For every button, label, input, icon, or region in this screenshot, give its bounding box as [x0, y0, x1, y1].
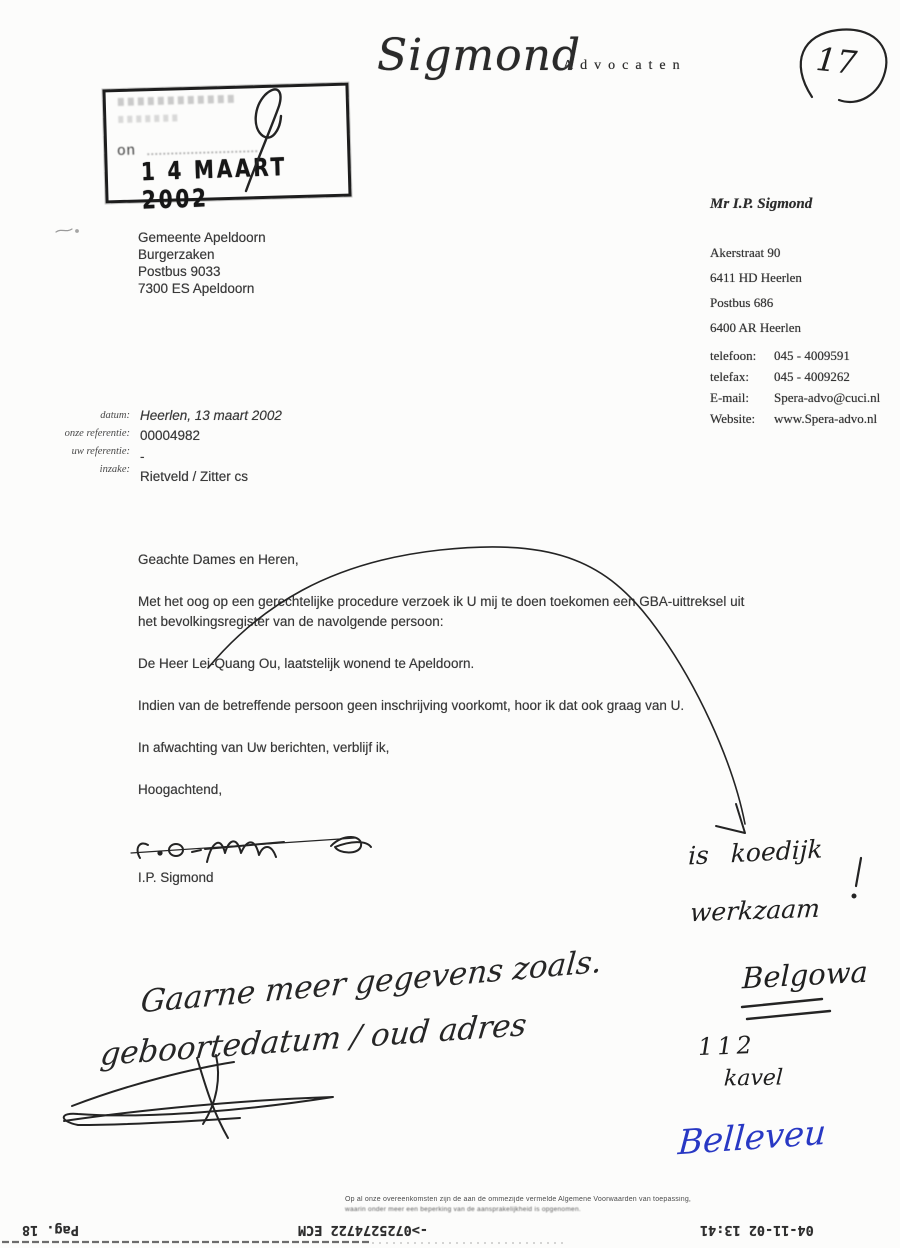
recipient-line: Burgerzaken	[138, 247, 215, 262]
sender-address-line: Postbus 686	[710, 295, 774, 310]
letter-body	[138, 550, 750, 822]
handwritten-request-line1: Gaarne meer gegevens zoals.	[139, 943, 604, 1021]
closing: Hoogachtend,	[138, 782, 223, 797]
body-paragraph: Indien van de betreffende persoon geen inschrijving voorkomt, hoor ik dat ook graag van U.	[138, 698, 685, 713]
reference-value-our-ref: 00004982	[140, 428, 201, 443]
firm-logo-suffix: Advocaten	[563, 58, 687, 73]
contact-row	[710, 387, 880, 408]
reference-labels	[10, 410, 130, 482]
handwritten-blue-note: Belleveu	[676, 1112, 828, 1164]
body-paragraph: Met het oog op een gerechtelijke procedure verzoek ik U mij te doen toekomen een GBA-uittreksel uit het bevolkingsregister van de navolgende persoon:	[138, 594, 745, 629]
signer-name: I.P. Sigmond	[138, 870, 214, 885]
contact-value: 045 - 4009591	[774, 348, 850, 363]
contact-label: E-mail:	[710, 390, 749, 405]
belgowa-underline-1	[742, 999, 822, 1007]
handwritten-request-line2: geboortedatum / oud adres	[98, 1006, 529, 1074]
contact-value: www.Spera-advo.nl	[774, 411, 878, 426]
reference-value-subject: Rietveld / Zitter cs	[140, 469, 249, 484]
contact-row	[710, 345, 880, 366]
belgowa-underline-2	[747, 1011, 830, 1019]
sender-address-line: 6411 HD Heerlen	[710, 270, 802, 285]
received-date-stamp	[102, 83, 351, 215]
sender-address-block	[710, 240, 802, 340]
salutation: Geachte Dames en Heren,	[138, 552, 299, 567]
fax-datetime: 04-11-02 13:41	[700, 1222, 814, 1238]
stamp-date: 1 4 MAART 2002	[140, 152, 288, 215]
reference-value-date: Heerlen, 13 maart 2002	[140, 408, 282, 423]
footer-disclaimer-line1: Op al onze overeenkomsten zijn de aan de ommezijde vermelde Algemene Voorwaarden van toepassing,	[345, 1196, 692, 1203]
sender-name: Mr I.P. Sigmond	[710, 196, 813, 212]
contact-label: telefax:	[710, 369, 749, 384]
stamp-partial-text: on	[116, 141, 137, 160]
handwritten-note-line1: is koedijk	[687, 834, 823, 871]
stamp-faint-line	[118, 114, 178, 123]
handwritten-page-number: 17	[814, 39, 859, 83]
contact-label: telefoon:	[710, 348, 757, 363]
signature-scrawl	[131, 837, 371, 862]
stamp-faint-line	[118, 95, 238, 106]
faint-pen-mark	[56, 229, 72, 232]
fax-page-number: Pag. 18	[22, 1222, 79, 1238]
handwritten-note-line2: werkzaam	[689, 893, 821, 928]
reference-values	[140, 408, 282, 484]
firm-logo-text: Sigmond	[377, 30, 582, 81]
contact-row	[710, 366, 880, 387]
contact-row	[710, 408, 880, 429]
recipient-address-block	[138, 229, 266, 297]
reference-label: uw referentie:	[71, 446, 130, 457]
handwritten-number-112: 112	[697, 1030, 757, 1062]
sender-address-line: Akerstraat 90	[710, 245, 781, 260]
body-paragraph: De Heer Lei-Quang Ou, laatstelijk wonend te Apeldoorn.	[138, 656, 475, 671]
sender-contact-block	[710, 345, 880, 429]
recipient-line: 7300 ES Apeldoorn	[138, 281, 255, 296]
reference-label: datum:	[100, 410, 130, 421]
recipient-line: Gemeente Apeldoorn	[138, 230, 266, 245]
contact-value: Spera-advo@cuci.nl	[774, 390, 881, 405]
reference-label: inzake:	[99, 464, 130, 475]
recipient-line: Postbus 9033	[138, 264, 221, 279]
exclamation-dot	[852, 894, 855, 897]
contact-label: Website:	[710, 411, 756, 426]
fax-transmission-id: ->0725274722 ECM	[298, 1222, 429, 1238]
footer-disclaimer-line2: waarin onder meer een beperking van de aansprakelijkheid is opgenomen.	[345, 1206, 581, 1213]
exclamation-stroke	[856, 858, 861, 886]
handwritten-word-kavel: kavel	[723, 1065, 784, 1092]
body-paragraph: In afwachting van Uw berichten, verblijf ik,	[138, 740, 390, 755]
contact-value: 045 - 4009262	[774, 369, 850, 384]
handwritten-name-belgowa: Belgowa	[741, 954, 869, 996]
reference-label: onze referentie:	[64, 428, 130, 439]
reference-value-your-ref: -	[140, 449, 145, 464]
sender-address-line: 6400 AR Heerlen	[710, 320, 801, 335]
